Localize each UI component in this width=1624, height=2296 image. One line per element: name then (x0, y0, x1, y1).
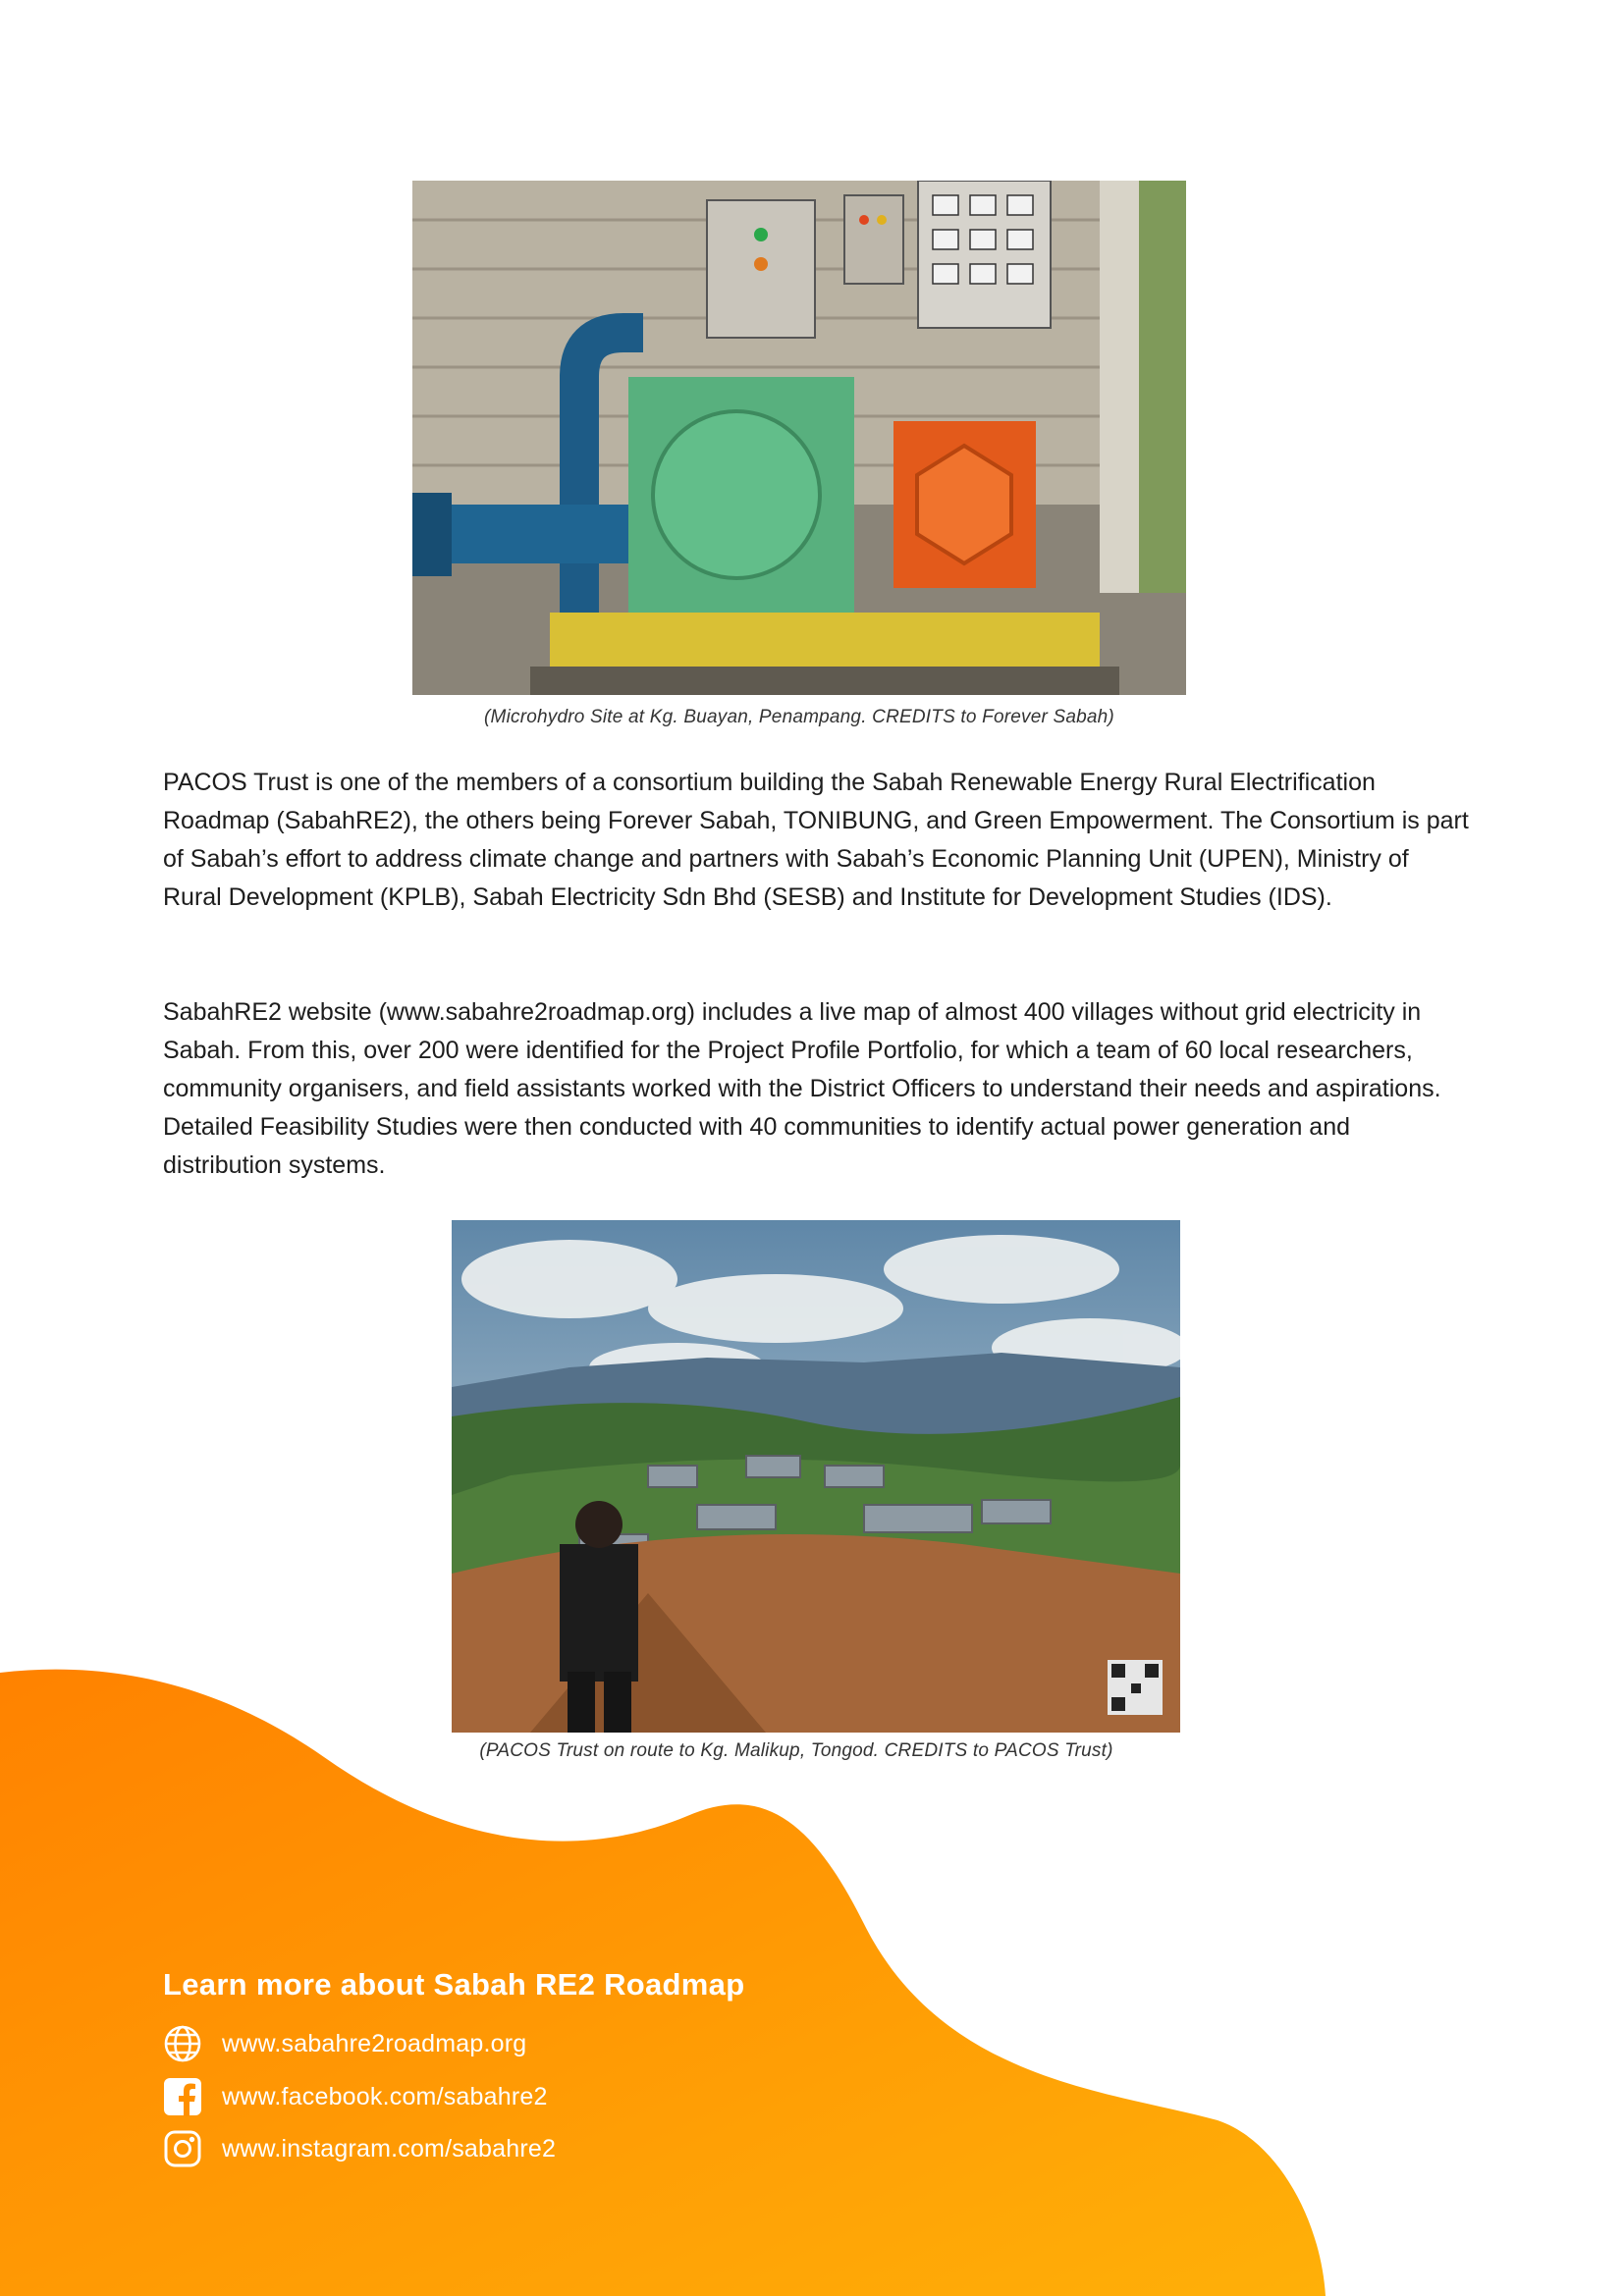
facebook-link-text[interactable]: www.facebook.com/sabahre2 (222, 2082, 548, 2110)
facebook-icon (163, 2077, 202, 2116)
photo1-caption: (Microhydro Site at Kg. Buayan, Penampang. CREDITS to Forever Sabah) (484, 707, 1114, 727)
facebook-link[interactable] (163, 2077, 548, 2116)
instagram-icon (163, 2129, 202, 2168)
body-paragraph-1: PACOS Trust is one of the members of a consortium building the Sabah Renewable Energy Rural Electrification Roadmap (SabahRE2), the others being Forever Sabah, TONIBUNG, and Green Empowerment. The Consortium is part of Sabah’s effort to address climate change and partners with Sabah’s Economic Planning Unit (UPEN), Ministry of Rural Development (KPLB), Sabah Electricity Sdn Bhd (SESB) and Institute for Development Studies (IDS). (163, 769, 1469, 911)
microhydro-photo (412, 181, 1186, 695)
website-link[interactable] (163, 2024, 526, 2063)
body-paragraph-2: SabahRE2 website (www.sabahre2roadmap.org) includes a live map of almost 400 villages without grid electricity in Sabah. From this, over 200 were identified for the Project Profile Portfolio, for which a team of 60 local researchers, community organisers, and field assistants worked with the District Officers to understand their needs and aspirations. Detailed Feasibility Studies were then conducted with 40 communities to identify actual power generation and distribution systems. (163, 998, 1441, 1179)
footer-title: Learn more about Sabah RE2 Roadmap (163, 1967, 745, 2002)
website-link-text[interactable]: www.sabahre2roadmap.org (222, 2029, 527, 2057)
globe-icon (163, 2024, 202, 2063)
photo2-caption: (PACOS Trust on route to Kg. Malikup, Tongod. CREDITS to PACOS Trust) (479, 1740, 1113, 1761)
village-photo (452, 1220, 1180, 1733)
instagram-link-text[interactable]: www.instagram.com/sabahre2 (222, 2134, 557, 2163)
instagram-link[interactable] (163, 2129, 556, 2168)
